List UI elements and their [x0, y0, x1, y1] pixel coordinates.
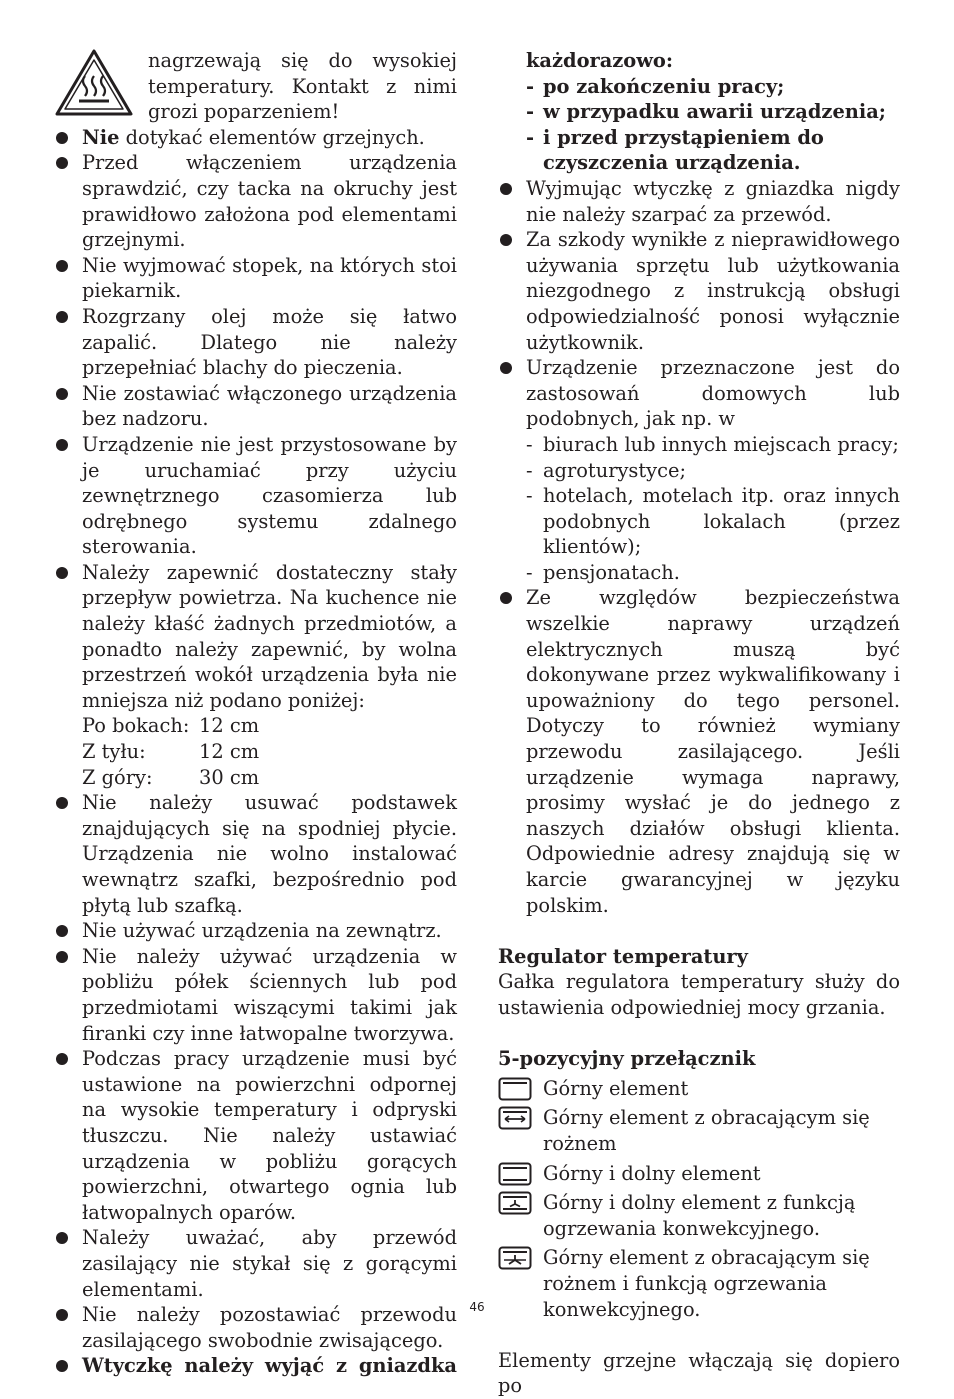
mode-label: Górny element z obracającym się rożnem i funkcją ogrzewania konwekcyjnego. — [543, 1246, 870, 1321]
bullet-item: Za szkody wynikłe z nieprawidłowego używania sprzętu lub użytkowania niezgodnego z instrukcją obsługi odpowiedzialność ponosi wyłącznie użytkownik. — [498, 227, 900, 355]
dimension-label: Z tyłu: — [82, 740, 146, 764]
bullet-item: Urządzenie przeznaczone jest do zastosowań domowych lub podobnych, jak np. w — [498, 355, 900, 432]
clearance-dimensions — [54, 713, 457, 790]
section-text: Elementy grzejne włączają się dopiero po — [498, 1348, 900, 1398]
dimension-label: Z góry: — [82, 765, 153, 789]
bullet-item: Nie zostawiać włączonego urządzenia bez nadzoru. — [54, 381, 457, 432]
mode-row — [498, 1105, 900, 1156]
bold-text: Nie — [82, 125, 120, 149]
bullet-item: Nie używać urządzenia na zewnątrz. — [54, 918, 457, 944]
warning-block — [26, 48, 457, 125]
mode-row — [498, 1076, 900, 1102]
page-number: 46 — [469, 1300, 485, 1314]
section-text: Gałka regulatora temperatury służy do ustawienia odpowiedniej mocy grzania. — [498, 970, 900, 1019]
dash-item: - biurach lub innych miejscach pracy; — [498, 432, 900, 458]
bullet-item — [54, 125, 457, 151]
mode-label: Górny element — [543, 1076, 689, 1100]
bullet-item: Należy zapewnić dostateczny stały przepływ powietrza. Na kuchence nie należy kłaść żadnych przedmiotów, a ponadto należy zapewnić, by wolna przestrzeń wokół urządzenia była nie mniejsza niż podano poniżej: — [54, 560, 457, 714]
dimension-value: 12 cm — [199, 714, 260, 738]
dash-item: - po zakończeniu pracy; — [498, 74, 900, 100]
bullet-item: Nie wyjmować stopek, na których stoi piekarnik. — [54, 253, 457, 304]
top-rotisserie-convection-icon — [498, 1246, 532, 1270]
bullet-item: Wtyczkę należy wyjąć z gniazdka — [54, 1353, 457, 1379]
mode-row — [498, 1161, 900, 1187]
bullet-item: Nie należy usuwać podstawek znajdujących się na spodniej płycie. Urządzenia nie wolno instalować wewnątrz szafki, bezpośrednio pod płytą lub szafką. — [54, 790, 457, 918]
section-heading: Regulator temperatury — [498, 944, 748, 968]
dimension-value: 30 cm — [199, 765, 260, 789]
mode-label: Górny element z obracającym się rożnem — [543, 1106, 870, 1155]
bullet-item: Rozgrzany olej może się łatwo zapalić. Dlatego nie należy przepełniać blachy do pieczenia. — [54, 304, 457, 381]
bullet-item: Wyjmując wtyczkę z gniazdka nigdy nie należy szarpać za przewód. — [498, 176, 900, 227]
mode-label: Górny i dolny element — [543, 1161, 761, 1185]
bullet-text: dotykać elementów grzejnych. — [119, 125, 425, 149]
bullet-item: Ze względów bezpieczeństwa wszelkie naprawy urządzeń elektrycznych muszą być dokonywane przez wykwalifikowany i upoważniony do tego personel. Dotyczy to również wymiany przewodu zasilającego. Jeśli urządzenie wymaga naprawy, prosimy wysłać je do jednego z naszych działów obsługi klienta. Odpowiednie adresy znajdują się w karcie gwarancyjnej w języku polskim. — [498, 585, 900, 918]
top-element-rotisserie-icon — [498, 1106, 532, 1130]
dash-item: - pensjonatach. — [498, 560, 900, 586]
section-heading: 5-pozycyjny przełącznik — [498, 1047, 756, 1071]
bullet-item: Urządzenie nie jest przystosowane by je uruchamiać przy użyciu zewnętrznego czasomierza lub odrębnego systemu zdalnego sterowania. — [54, 432, 457, 560]
dimension-row — [82, 713, 457, 739]
dash-item: - i przed przystąpieniem do czyszczenia urządzenia. — [498, 125, 900, 176]
dimension-label: Po bokach: — [82, 714, 190, 738]
dash-item: - agroturystyce; — [498, 458, 900, 484]
bullet-item: Nie należy używać urządzenia w pobliżu półek ściennych lub pod przedmiotami wiszącymi takimi jak firanki czy inne łatwopalne tworzywa. — [54, 944, 457, 1046]
hot-surface-warning-icon — [54, 48, 134, 118]
dash-item: - hotelach, motelach itp. oraz innych podobnych lokalach (przez klientów); — [498, 483, 900, 560]
bullet-item: Należy uważać, aby przewód zasilający nie stykał się z gorącymi elementami. — [54, 1225, 457, 1302]
top-element-icon — [498, 1077, 532, 1101]
left-column — [54, 48, 457, 1379]
bullet-item: Podczas pracy urządzenie musi być ustawione na powierzchni odpornej na wysokie temperatury i odpryski tłuszczu. Nie należy ustawiać urządzenia w pobliżu gorących powierzchni, otwartego ognia lub łatwopalnych oparów. — [54, 1046, 457, 1225]
mode-label: Górny i dolny element z funkcją ogrzewania konwekcyjnego. — [543, 1191, 856, 1240]
bullet-item: Przed włączeniem urządzenia sprawdzić, czy tacka na okruchy jest prawidłowo założona pod elementami grzejnymi. — [54, 150, 457, 252]
dimension-row — [82, 739, 457, 765]
continued-text: każdorazowo: — [526, 49, 674, 72]
dash-item: - w przypadku awarii urządzenia; — [498, 99, 900, 125]
warning-text: nagrzewają się do wysokiej temperatury. Kontakt z nimi grozi poparzeniem! — [148, 49, 457, 124]
dimension-row — [82, 765, 457, 791]
top-bottom-element-icon — [498, 1162, 532, 1186]
bullet-item: Nie należy pozostawiać przewodu zasilającego swobodnie zwisającego. — [54, 1302, 457, 1353]
mode-row — [498, 1190, 900, 1241]
dimension-value: 12 cm — [199, 740, 260, 764]
top-bottom-convection-icon — [498, 1191, 532, 1215]
right-column — [498, 48, 900, 1399]
